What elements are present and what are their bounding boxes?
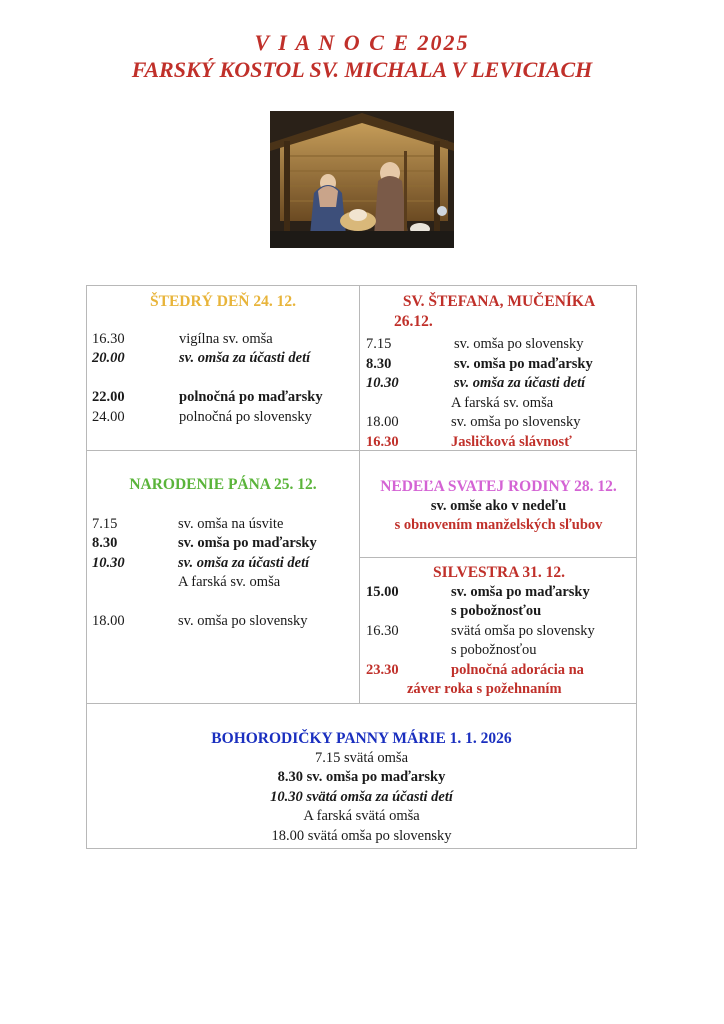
description: polnočná adorácia na xyxy=(451,661,584,678)
rodina-line1: sv. omše ako v nedeľu xyxy=(430,497,567,514)
schedule-row xyxy=(92,612,354,632)
schedule-row xyxy=(366,680,632,700)
description: s pobožnosťou xyxy=(451,642,537,658)
silvestra-heading: SILVESTRA 31. 12. xyxy=(432,564,566,581)
time: 16.30 xyxy=(366,622,399,639)
schedule-row xyxy=(92,330,354,350)
time: 15.00 xyxy=(366,583,399,600)
schedule-row xyxy=(366,661,632,681)
schedule-row xyxy=(366,622,632,642)
time: 23.30 xyxy=(366,661,399,678)
schedule-row xyxy=(366,413,632,433)
section-narodenie-pana xyxy=(92,475,354,632)
description: svätá omša po slovensky xyxy=(451,622,595,639)
stefan-heading-line2: 26.12. xyxy=(394,312,433,330)
section-sv-stefana xyxy=(366,290,632,452)
schedule-row xyxy=(92,515,354,535)
stedry-heading: ŠTEDRÝ DEŇ 24. 12. xyxy=(150,293,296,310)
description: Jasličková slávnosť xyxy=(451,433,572,450)
description: záver roka s požehnaním xyxy=(407,681,562,697)
bohorodicky-heading: BOHORODIČKY PANNY MÁRIE 1. 1. 2026 xyxy=(211,730,512,747)
description: polnočná po maďarsky xyxy=(179,389,323,405)
description: sv. omša po slovensky xyxy=(451,414,581,430)
page-title-line2: FARSKÝ KOSTOL SV. MICHALA V LEVICIACH xyxy=(131,57,593,82)
row-divider-2 xyxy=(86,703,637,704)
schedule-row xyxy=(366,394,632,414)
section-stedry-den xyxy=(92,290,354,427)
time: 22.00 xyxy=(92,389,125,405)
schedule-row xyxy=(366,335,632,355)
time: 16.30 xyxy=(92,330,125,347)
time: 20.00 xyxy=(92,350,125,366)
rodina-heading: NEDEĽA SVATEJ RODINY 28. 12. xyxy=(380,478,617,495)
schedule-row xyxy=(366,641,632,661)
row-divider-right xyxy=(359,557,637,558)
section-bohorodicky xyxy=(86,729,637,846)
bohorodicky-line: 7.15 svätá omša xyxy=(314,749,409,766)
description: sv. omša za účasti detí xyxy=(178,554,310,571)
bohorodicky-line: 18.00 svätá omša po slovensky xyxy=(271,827,452,844)
description: s pobožnosťou xyxy=(451,603,542,619)
description: sv. omša po maďarsky xyxy=(178,535,317,551)
time: 8.30 xyxy=(92,535,118,551)
nativity-image xyxy=(270,111,454,248)
schedule-row xyxy=(92,408,354,428)
time: 24.00 xyxy=(92,408,125,425)
schedule-row xyxy=(92,534,354,554)
stefan-heading-line1: SV. ŠTEFANA, MUČENÍKA xyxy=(402,293,596,310)
time: 10.30 xyxy=(366,375,399,391)
schedule-row xyxy=(92,388,354,408)
time: 18.00 xyxy=(92,613,125,629)
description: polnočná po slovensky xyxy=(179,408,312,425)
schedule-row xyxy=(92,554,354,574)
section-silvestra xyxy=(366,563,632,700)
schedule-row xyxy=(366,355,632,375)
schedule-row xyxy=(366,602,632,622)
description: sv. omša po slovensky xyxy=(454,336,584,352)
time: 8.30 xyxy=(366,355,392,372)
time: 16.30 xyxy=(366,433,399,450)
description: sv. omša po maďarsky xyxy=(451,583,590,600)
narodenie-heading: NARODENIE PÁNA 25. 12. xyxy=(129,476,317,493)
description: sv. omša za účasti detí xyxy=(454,375,586,391)
rodina-line2: s obnovením manželských sľubov xyxy=(394,517,603,533)
page-title-line1: V I A N O C E 2025 xyxy=(254,30,470,55)
bohorodicky-line: 10.30 svätá omša za účasti detí xyxy=(270,788,453,805)
schedule-row xyxy=(366,583,632,603)
description: A farská sv. omša xyxy=(451,394,554,411)
description: sv. omša po maďarsky xyxy=(454,355,593,372)
section-nedela-rodiny xyxy=(360,477,637,536)
time: 7.15 xyxy=(92,515,118,532)
spacer xyxy=(92,593,354,613)
description: sv. omša na úsvite xyxy=(178,515,284,532)
description: sv. omša po slovensky xyxy=(178,613,308,629)
time: 18.00 xyxy=(366,414,399,430)
schedule-row xyxy=(366,433,632,453)
schedule-row xyxy=(92,573,354,593)
bohorodicky-line: A farská svätá omša xyxy=(303,808,420,824)
schedule-row xyxy=(366,374,632,394)
time: 10.30 xyxy=(92,554,125,571)
time: 7.15 xyxy=(366,336,392,352)
bohorodicky-line: 8.30 sv. omša po maďarsky xyxy=(277,769,446,785)
description: A farská sv. omša xyxy=(178,574,281,590)
spacer xyxy=(92,369,354,389)
description: vigílna sv. omša xyxy=(179,330,273,347)
schedule-row xyxy=(92,349,354,369)
description: sv. omša za účasti detí xyxy=(179,350,311,366)
